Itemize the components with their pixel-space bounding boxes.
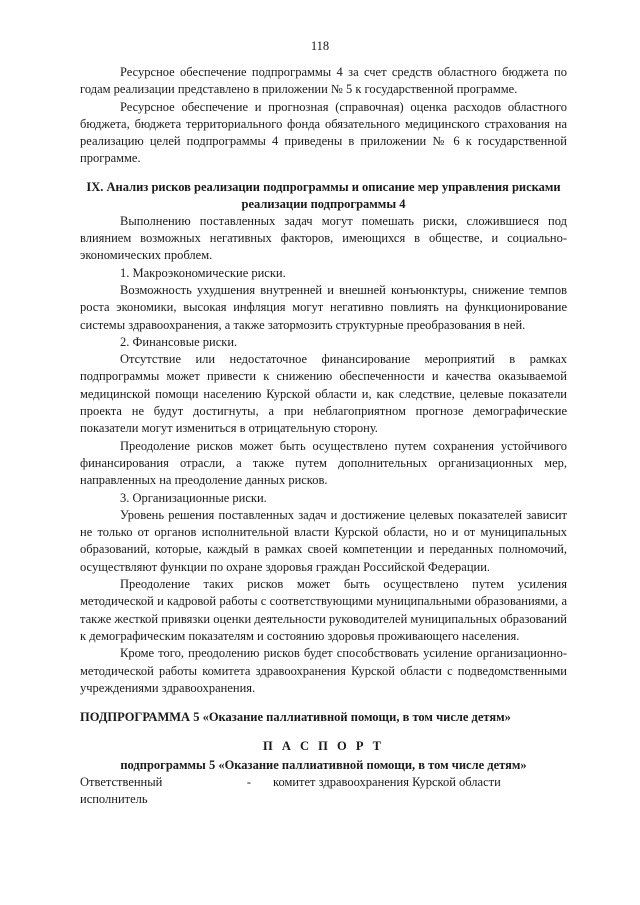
section-heading: IX. Анализ рисков реализации подпрограммы и описание мер управления рисками реализации подпрограммы 4 [86,179,561,211]
paragraph: Преодоление таких рисков может быть осуществлено путем усиления методической и кадровой работы с соответствующими муниципальными образованиями, а также жесткой привязки оценки деятельности руководителей муниципальных образований к демографическим показателям и состоянию здоровья проживающего населения. [80,577,567,643]
list-item: 3. Организационные риски. [120,490,267,505]
paragraph: Ресурсное обеспечение подпрограммы 4 за счет средств областного бюджета по годам реализации представлено в приложении № 5 к государственной программе. [80,65,567,97]
passport-subtitle: подпрограммы 5 «Оказание паллиативной помощи, в том числе детям» [120,757,527,772]
document-body [80,64,567,809]
subprogram-title: ПОДПРОГРАММА 5 «Оказание паллиативной помощи, в том числе детям» [80,710,511,725]
paragraph: Уровень решения поставленных задач и достижение целевых показателей зависит не только от органов исполнительной власти Курской области, но и от муниципальных образований, которые, каждый в рамках своей компетенции и переданных полномочий, осуществляют функции по охране здоровья граждан Российской Федерации. [80,507,567,574]
passport-title: П А С П О Р Т [263,739,384,754]
paragraph: Выполнению поставленных задач могут помешать риски, сложившиеся под влиянием возможных негативных факторов, имеющихся в обществе, и социально-экономических проблем. [80,213,567,263]
passport-row-value: комитет здравоохранения Курской области [273,774,501,789]
list-item: 2. Финансовые риски. [120,334,238,349]
paragraph: Преодоление рисков может быть осуществлено путем сохранения устойчивого финансирования отрасли, а также путем дополнительных организационных мер, направленных на преодоление данных рисков. [80,438,567,488]
paragraph: Возможность ухудшения внутренней и внешней конъюнктуры, снижение темпов роста экономики, высокая инфляция могут негативно повлиять на функционирование системы здравоохранения, а также затормозить структурные преобразования в ней. [80,282,567,332]
passport-row-label-line: исполнитель [80,792,148,807]
passport-row-label [80,774,225,809]
passport-row-dash: - [246,774,252,789]
passport-row [80,774,567,809]
page-number: 118 [310,39,330,53]
paragraph: Отсутствие или недостаточное финансирование мероприятий в рамках подпрограммы может привести к снижению обеспеченности и качества оказываемой медицинской помощи населению Курской области и, как следствие, целевые показатели проекта не будут достигнуты, а при неблагоприятном прогнозе демографические показатели могут измениться в отрицательную сторону. [80,352,567,436]
passport-row-label-line: Ответственный [80,774,163,789]
paragraph: Кроме того, преодолению рисков будет способствовать усиление организационно-методической работы комитета здравоохранения Курской области с подведомственными учреждениями здравоохранения. [80,646,567,695]
paragraph: Ресурсное обеспечение и прогнозная (справочная) оценка расходов областного бюджета, бюджета территориального фонда обязательного медицинского страхования на реализацию целей подпрограммы 4 приведены в приложении № 6 к государственной программе. [80,99,567,166]
list-item: 1. Макроэкономические риски. [120,265,286,280]
